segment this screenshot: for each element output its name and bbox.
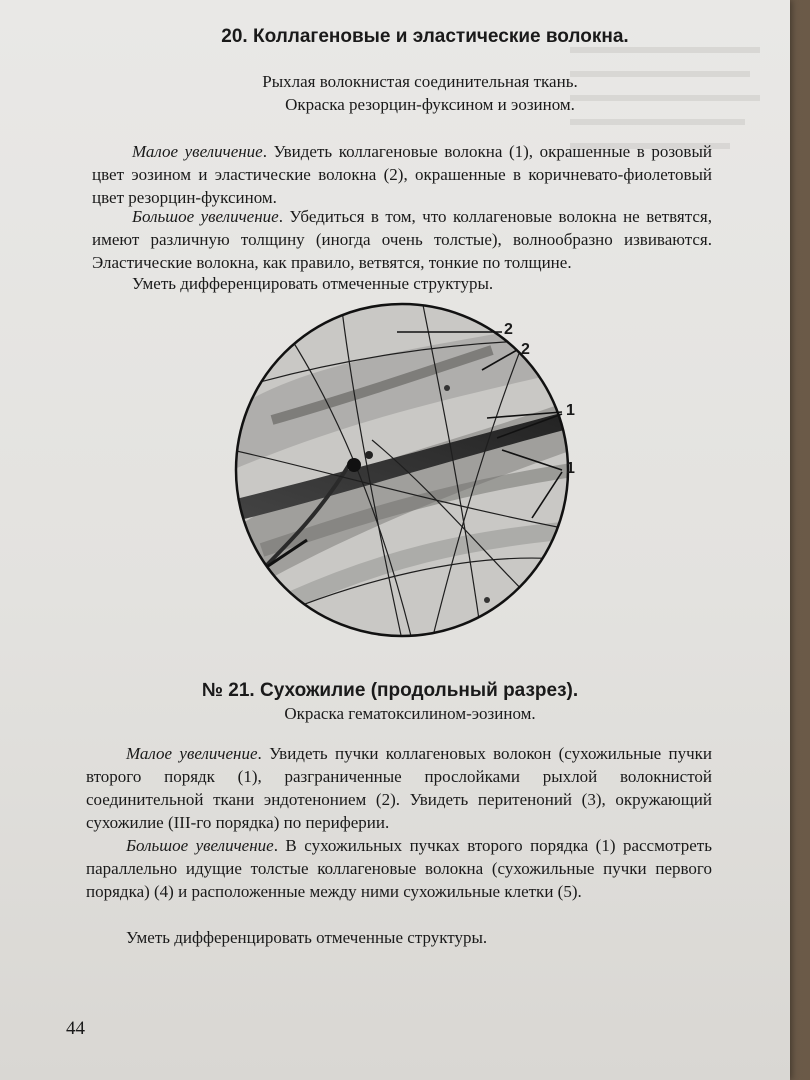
section-20-title: 20. Коллагеновые и эластические волокна. xyxy=(221,26,629,47)
section-20-subtitle-2: Окраска резорцин-фуксином и эозином. xyxy=(285,95,575,114)
high-mag-text-21: . В сухожильных пучках второго порядка (1) рассмотреть параллельно идущие толстые коллагеновые волокна (сухожильные пучки первого порядка) (4) и расположенные между ними сухожильные клетки (5). xyxy=(86,836,712,901)
figure-label-1-upper: 1 xyxy=(566,402,575,419)
high-mag-label: Большое увеличение xyxy=(132,207,279,226)
low-mag-label: Малое увеличение xyxy=(132,142,263,161)
section-20-subtitle-1: Рыхлая волокнистая соединительная ткань. xyxy=(262,72,578,91)
section-20-low-mag-paragraph xyxy=(92,140,712,209)
section-21-low-mag-paragraph xyxy=(86,742,712,834)
low-mag-text-21: . Увидеть пучки коллагеновых волокон (сухожильные пучки второго порядк (1), разграниченные прослойками рыхлой волокнистой соединительной ткани эндотенонием (2). Увидеть перитеноний (3), окружающий сухожилие (III-го порядка) по периферии. xyxy=(86,744,712,832)
section-21-subtitle: Окраска гематоксилином-эозином. xyxy=(284,704,536,723)
low-mag-label-21: Малое увеличение xyxy=(126,744,258,763)
section-21-conclusion: Уметь дифференцировать отмеченные структуры. xyxy=(126,928,488,947)
section-20-high-mag-paragraph xyxy=(92,205,712,274)
figure-label-2-upper: 2 xyxy=(504,321,513,338)
figure-label-1-lower: 1 xyxy=(566,460,575,477)
high-mag-label-21: Большое увеличение xyxy=(126,836,274,855)
low-mag-text: . Увидеть коллагеновые волокна (1), окрашенные в розовый цвет эозином и эластические волокна (2), окрашенные в коричневато-фиолетовый цвет резорцин-фуксином. xyxy=(92,142,712,207)
section-20-conclusion: Уметь дифференцировать отмеченные структуры. xyxy=(132,274,494,293)
page-number: 44 xyxy=(66,1018,85,1039)
section-21-title: № 21. Сухожилие (продольный разрез). xyxy=(201,680,579,701)
figure-label-2-lower: 2 xyxy=(521,341,530,358)
high-mag-text: . Убедиться в том, что коллагеновые волокна не ветвятся, имеют различную толщину (иногда очень толстые), волнообразно извиваются. Эластические волокна, как правило, ветвятся, тонкие по толщине. xyxy=(92,207,712,272)
section-21-high-mag-paragraph xyxy=(86,834,712,903)
